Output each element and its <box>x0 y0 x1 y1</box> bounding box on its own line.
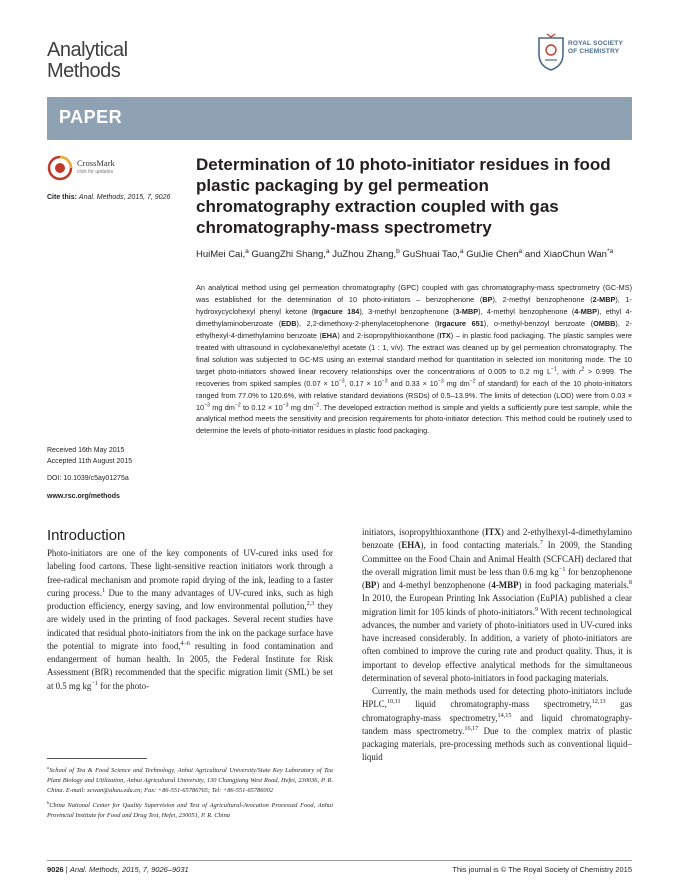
paragraph: Photo-initiators are one of the key components of UV-cured inks used for labeling food cartons. These light-sensitive reaction initiators work through a free-radical mechanism and promote rapid drying of the ink, leading to a faster curing process.$^1$ Due to the many advantages of UV-cured inks, such as high production efficiency, energy saving, and low environmental pollution,$^{2,3}$ they are widely used in the printing of food packages. Several recent studies have indicated that residual photo-initiators from the ink on the package surface have the potential to migrate into food,$^{4-6}$ resulting in food contamination and endangerment of human health. In 2005, the Federal Institute for Risk Assessment (BfR) recommended that the specific migration limit (SML) be set at 0.5 mg $kg^{-1}$ for the photo- <box>47 548 334 691</box>
paragraph: initiators, isopropylthioxanthone (ITX) and 2-ethylhexyl-4-dimethylamino benzoate (EHA), in food contacting materials.$^7$ In 2009, the Standing Committee on the Food Chain and Animal Health (SCFCAH) declared that the overall migration limit must be less than 0.6 mg $kg^{-1}$ for benzophenone (BP) and 4-methyl benzophenone (4-MBP) in food packaging materials.$^8$ In 2010, the European Printing Ink Association (EuPIA) published a clear migration limit for 105 kinds of photo-initiators.$^9$ With recent technological advances, the number and variety of photo-initiators used in UV-cured inks have increased considerably. In addition, a variety of photo-initiators are often combined to improve the curing rate and product quality. Thus, it is important to develop effective analytical methods for the simultaneous determination of several photo-initiators in food packaging materials. <box>362 527 633 683</box>
footer-separator: | <box>65 865 70 874</box>
paragraph: Currently, the main methods used for detecting photo-initiators include HPLC,$^{10,11}$ liquid chromatography-mass spectrometry,$^{12,13}$ gas chromatography-mass spectrometry,$^{14,15}$ and liquid chromatography-tandem mass spectrometry.$^{16,17}$ Due to the complex matrix of plastic packaging materials, pre-processing methods such as conventional liquid–liquid <box>362 686 633 763</box>
footer-reference: Anal. Methods, 2015, 7, 9026–9031 <box>69 865 189 874</box>
journal-title-line2: Methods <box>47 60 121 82</box>
received-date: Received 16th May 2015 <box>47 447 125 454</box>
article-dates <box>47 446 132 502</box>
body-column-left <box>47 547 333 693</box>
journal-title <box>47 40 187 82</box>
article-type: PAPER <box>59 107 123 127</box>
doi-link[interactable]: DOI: 10.1039/c5ay01275a <box>47 475 129 482</box>
crossmark-sublabel: click for updates <box>77 169 114 175</box>
abstract: An analytical method using gel permeation chromatography (GPC) coupled with gas chromatography-mass spectrometry (GC-MS) was established for the determination of 10 photo-initiators – benzophenone (BP), 2-methyl benzophenone (2-MBP), 1-hydroxycyclohexyl phenyl ketone (Irgacure 184), 3-methyl benzophenone (3-MBP), 4-methyl benzophenone (4-MBP), ethyl 4-dimethylaminobenzoate (EDB), 2,2-dimethoxy-2-phenylacetophenone (Irgacure 651), o-methyl-benzoyl benzoate (OMBB), 2-ethylhexyl-4-dimethylamino benzoate (EHA) and 2-isopropylthioxanthone (ITX) – in plastic food packaging. The plastic samples were treated with ultrasound in cyclohexane/ethyl acetate (1 : 1, v/v). The extract was cleaned up by gel permeation chromatography. The final solution was subjected to GC-MS using an external standard method for quantitation in selected ion monitoring mode. The 10 target photo-initiators showed linear recovery relationships over the concentrations of 0.005 to 0.2 mg $L^{-1}$, with $r^2 > 0.999$. The recoveries from spiked samples ($0.07 \times 10^{-3}$, $0.17 \times 10^{-3}$ and $0.33 \times 10^{-3}$ mg $dm^{-2}$ of standard) for each of the 10 photo-initiators ranged from 77.0% to 120.6%, with relative standard deviations (RSDs) of 0.5–13.9%. The limits of detection (LOD) were from $0.03 \times 10^{-3}$ mg $dm^{-2}$ to $0.12 \times 10^{-3}$ mg $dm^{-2}$. The developed extraction method is simple and yields a sufficiently pure test sample, while the analytical method meets the sensitivity and precision requirements for photo-initiator detection. This method could be routinely used to determine the levels of photo-initiator residues in plastic food packaging. <box>196 283 633 436</box>
website-link[interactable]: www.rsc.org/methods <box>47 492 120 500</box>
crossmark-icon <box>47 155 73 181</box>
publisher-name: ROYAL SOCIETY OF CHEMISTRY <box>568 40 623 55</box>
body-column-right <box>362 526 632 765</box>
footer-left <box>47 865 189 874</box>
journal-title-line1: Analytical <box>47 39 128 61</box>
article-title: Determination of 10 photo-initiator residues in food plastic packaging by gel permeation chromatography extraction coupled with gas chromatography-mass spectrometry <box>196 155 611 237</box>
rsc-logo <box>535 32 645 82</box>
cite-this <box>47 194 170 201</box>
cite-reference: Anal. Methods, 2015, 7, 9026 <box>78 194 171 201</box>
cite-label: Cite this: <box>47 194 77 201</box>
affiliation-b: $^b$China National Center for Quality Supervision and Test of Agricultural-Avocation Processed Food, Anhui Provincial Institute for Food and Drug Test, Hefei, 230051, P. R. China <box>47 800 333 820</box>
section-heading-introduction: Introduction <box>47 527 126 544</box>
accepted-date: Accepted 11th August 2015 <box>47 457 133 465</box>
page-number: 9026 <box>47 865 64 874</box>
affiliation-a: $^a$School of Tea & Food Science and Technology, Anhui Agricultural University/State Key Laboratory of Tea Plant Biology and Utilization, Anhui Agricultural University, 130 Changjiang West Road, Hefei, 230036, P. R. China. E-mail: xcwan@ahau.edu.cn; Fax: +86-551-65786765; Tel: +86-551-65786002 <box>47 764 333 794</box>
crossmark-label: CrossMark <box>77 158 115 168</box>
affiliations <box>47 766 333 827</box>
article-type-band <box>47 97 632 140</box>
author-list: HuiMei Cai,$^a$ GuangZhi Shang,$^a$ JuZhou Zhang,$^b$ GuShuai Tao,$^a$ GuiJie Chen$^a$ and XiaoChun Wan$^{*a}$ <box>196 247 614 260</box>
footnote-divider <box>47 758 147 759</box>
crossmark-button[interactable] <box>47 155 167 183</box>
footer-copyright: This journal is © The Royal Society of Chemistry 2015 <box>452 865 632 874</box>
footer-divider <box>47 860 632 861</box>
rsc-crest-icon <box>535 32 567 72</box>
